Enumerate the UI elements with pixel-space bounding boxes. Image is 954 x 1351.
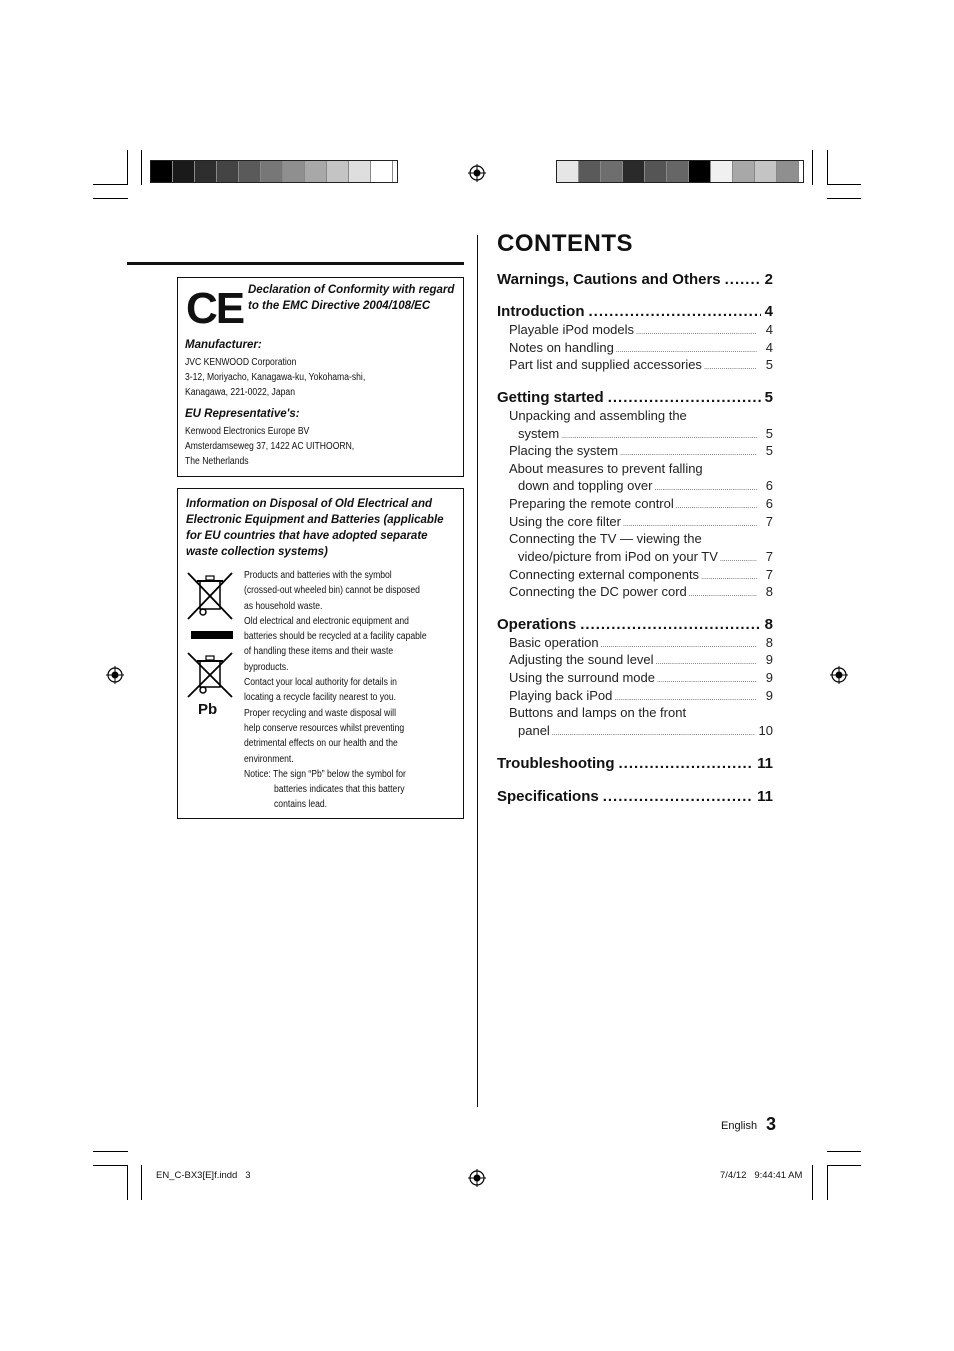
registration-mark-icon xyxy=(468,1169,486,1187)
file-slug: EN_C-BX3[E]f.indd 3 xyxy=(156,1170,251,1181)
eu-rep-address: Kenwood Electronics Europe BV Amsterdamseweg 37, 1422 AC UITHOORN, The Netherlands xyxy=(185,426,355,467)
disposal-body: Products and batteries with the symbol (crossed-out wheeled bin) cannot be disposed as household waste. Old electrical and electronic equipment and batteries should be recycled at a facility capable of handling these items and their waste byproducts. Contact your local authority for details in locating a recycle facility nearest to you. Proper recycling and waste disposal will help conserve resources whilst preventing detrimental effects on our health and the environment. Notice: The sign “Pb” below the symbol for batteries indicates that this battery contains lead. xyxy=(244,570,427,811)
crossed-out-bin-icon xyxy=(186,571,234,621)
color-swatch xyxy=(239,161,261,182)
toc-item[interactable]: Using the surround mode ..... 9 xyxy=(509,670,773,685)
color-swatch xyxy=(261,161,283,182)
section-rule xyxy=(127,262,464,265)
ce-declaration-title: Declaration of Conformity with regard to the EMC Directive 2004/108/EC xyxy=(248,284,455,312)
toc-item[interactable]: Preparing the remote control ..... 6 xyxy=(509,496,773,511)
toc-item[interactable]: Using the core filter ..... 7 xyxy=(509,514,773,529)
color-swatch xyxy=(777,161,799,182)
manufacturer-label: Manufacturer: xyxy=(185,339,262,351)
color-swatch xyxy=(711,161,733,182)
color-swatch xyxy=(733,161,755,182)
color-swatch xyxy=(151,161,173,182)
footer-language: English xyxy=(721,1120,758,1132)
toc-item[interactable]: Notes on handling ..... 4 xyxy=(509,340,773,355)
toc-section-getting-started[interactable]: Getting started ..... 5 xyxy=(497,389,773,406)
color-swatch xyxy=(371,161,393,182)
ce-declaration-box xyxy=(177,277,464,477)
color-swatch xyxy=(327,161,349,182)
toc-item[interactable]: Connecting external components ..... 7 xyxy=(509,567,773,582)
toc-item[interactable]: Basic operation ..... 8 xyxy=(509,635,773,650)
toc-item-line1[interactable]: Connecting the TV — viewing the xyxy=(509,531,702,546)
page-number: 3 xyxy=(766,1114,777,1134)
toc-item[interactable]: Placing the system ..... 5 xyxy=(509,443,773,458)
toc-section-warnings[interactable]: Warnings, Cautions and Others ..... 2 xyxy=(497,271,773,288)
toc-item-line1[interactable]: Unpacking and assembling the xyxy=(509,408,687,423)
pb-label: Pb xyxy=(198,701,218,718)
toc-item[interactable]: down and toppling over ..... 6 xyxy=(518,478,773,493)
toc-item[interactable]: Adjusting the sound level ..... 9 xyxy=(509,652,773,667)
registration-mark-icon xyxy=(468,164,486,182)
color-swatch xyxy=(579,161,601,182)
column-divider xyxy=(477,235,478,1107)
color-swatch xyxy=(283,161,305,182)
toc-item[interactable]: Connecting the DC power cord ..... 8 xyxy=(509,584,773,599)
color-swatch xyxy=(305,161,327,182)
color-swatch xyxy=(623,161,645,182)
color-swatch xyxy=(667,161,689,182)
eu-rep-label: EU Representative's: xyxy=(185,408,300,420)
toc-item[interactable]: video/picture from iPod on your TV ..... 7 xyxy=(518,549,773,564)
disposal-info-box xyxy=(177,488,464,819)
toc-section-operations[interactable]: Operations ..... 8 xyxy=(497,616,773,633)
registration-mark-icon xyxy=(106,666,124,684)
color-bar-left xyxy=(150,160,398,183)
toc-item[interactable]: system ..... 5 xyxy=(518,426,773,441)
black-bar-separator xyxy=(191,631,233,639)
contents-title: CONTENTS xyxy=(497,230,633,257)
color-swatch xyxy=(601,161,623,182)
toc-item-line1[interactable]: About measures to prevent falling xyxy=(509,461,703,476)
color-bar-right xyxy=(556,160,804,183)
color-swatch xyxy=(755,161,777,182)
toc-section-troubleshooting[interactable]: Troubleshooting ..... 11 xyxy=(497,755,773,772)
color-swatch xyxy=(689,161,711,182)
print-timestamp: 7/4/12 9:44:41 AM xyxy=(720,1170,803,1181)
registration-mark-icon xyxy=(830,666,848,684)
color-swatch xyxy=(173,161,195,182)
disposal-title: Information on Disposal of Old Electrical and Electronic Equipment and Batteries (applicable for EU countries that have adopted separate waste collection systems) xyxy=(186,498,444,558)
toc-item[interactable]: panel ..... 10 xyxy=(518,723,773,738)
toc-item[interactable]: Part list and supplied accessories ..... 5 xyxy=(509,357,773,372)
toc-section-introduction[interactable]: Introduction ..... 4 xyxy=(497,303,773,320)
color-swatch xyxy=(557,161,579,182)
color-swatch xyxy=(645,161,667,182)
toc-item[interactable]: Playing back iPod ..... 9 xyxy=(509,688,773,703)
ce-mark-icon: CE xyxy=(186,284,244,333)
color-swatch xyxy=(195,161,217,182)
toc-section-specifications[interactable]: Specifications ..... 11 xyxy=(497,788,773,805)
color-swatch xyxy=(217,161,239,182)
color-swatch xyxy=(349,161,371,182)
manufacturer-address: JVC KENWOOD Corporation 3-12, Moriyacho, Kanagawa-ku, Yokohama-shi, Kanagawa, 221-0022, Japan xyxy=(185,357,366,398)
toc-item-line1[interactable]: Buttons and lamps on the front xyxy=(509,705,687,720)
toc-item[interactable]: Playable iPod models ..... 4 xyxy=(509,322,773,337)
crossed-out-battery-bin-icon xyxy=(186,651,234,699)
